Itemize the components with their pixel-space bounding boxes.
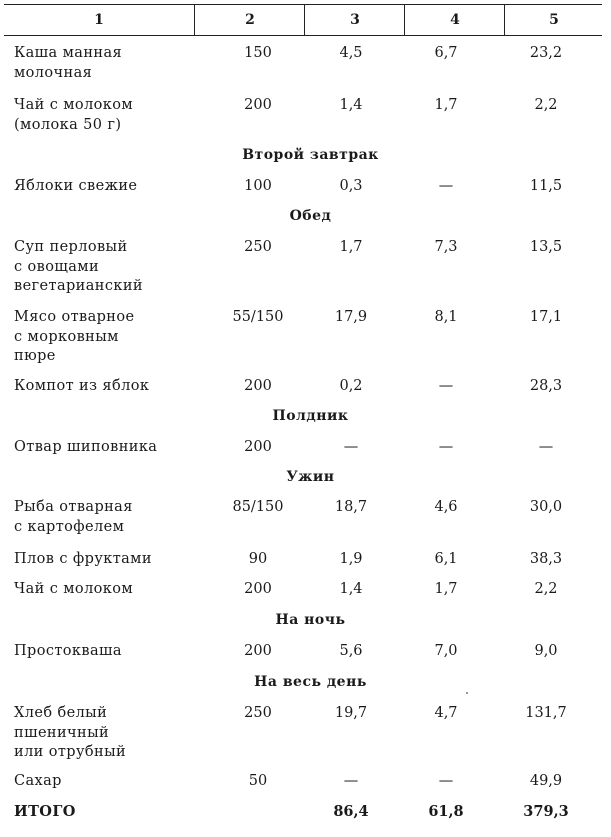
cell-weight: 150 [244,45,272,61]
cell-protein: 0,3 [339,178,363,194]
cell-protein: 4,5 [339,45,363,61]
section-heading: Обед [289,208,332,224]
cell-carbs: 30,0 [529,499,563,515]
cell-fat: 4,7 [434,705,458,721]
cell-weight: 200 [244,643,272,659]
cell-carbs: 38,3 [529,551,563,567]
cell-carbs: 23,2 [529,45,563,61]
dish-name: Яблоки свежие [14,178,138,194]
cell-protein: 5,6 [339,643,363,659]
dish-name: Сахар [14,773,62,789]
header-col-2: 2 [194,5,305,35]
section-heading: Полдник [272,408,349,424]
cell-fat: 4,6 [434,499,458,515]
dish-name: Чай с молоком [14,581,134,597]
total-carbs: 379,3 [523,803,569,820]
cell-protein: 1,7 [339,239,363,255]
section-heading: На весь день [254,674,367,690]
cell-fat: 6,7 [434,45,458,61]
cell-carbs: 2,2 [534,97,558,113]
dish-name: Плов с фруктами [14,551,152,567]
cell-fat: 7,3 [434,239,458,255]
cell-weight: 200 [244,581,272,597]
cell-fat: — [438,439,454,455]
cell-protein: 17,9 [334,309,368,325]
cell-weight: 85/150 [232,499,284,515]
cell-carbs: 11,5 [529,178,563,194]
total-fat: 61,8 [428,803,464,820]
cell-protein: — [343,773,359,789]
cell-weight: 250 [244,705,272,721]
section-heading: На ночь [275,612,346,628]
cell-fat: 8,1 [434,309,458,325]
dish-name: Компот из яблок [14,378,150,394]
cell-fat: 1,7 [434,97,458,113]
cell-carbs: 17,1 [529,309,563,325]
cell-weight: 55/150 [232,309,284,325]
section-heading: Второй завтрак [242,147,379,163]
cell-carbs: 28,3 [529,378,563,394]
total-label: ИТОГО [14,803,76,820]
cell-weight: 50 [248,773,268,789]
cell-protein: 0,2 [339,378,363,394]
dish-name: Суп перловый с овощами вегетарианский [14,239,143,294]
cell-protein: 1,4 [339,581,363,597]
cell-protein: — [343,439,359,455]
dish-name: Рыба отварная с картофелем [14,499,133,535]
cell-protein: 18,7 [334,499,368,515]
cell-fat: 7,0 [434,643,458,659]
cell-fat: — [438,178,454,194]
cell-fat: — [438,378,454,394]
dish-name: Каша манная молочная [14,45,123,81]
dish-name: Простокваша [14,643,122,659]
cell-fat: — [438,773,454,789]
dish-name: Мясо отварное с морковным пюре [14,309,135,364]
cell-weight: 200 [244,439,272,455]
print-speck [466,692,468,694]
cell-weight: 100 [244,178,272,194]
cell-carbs: 131,7 [525,705,567,721]
table-header [4,4,602,36]
header-col-3: 3 [304,5,405,35]
cell-protein: 19,7 [334,705,368,721]
header-col-1: 1 [94,12,104,28]
total-protein: 86,4 [333,803,369,820]
cell-fat: 6,1 [434,551,458,567]
cell-weight: 250 [244,239,272,255]
cell-weight: 200 [244,97,272,113]
cell-fat: 1,7 [434,581,458,597]
cell-weight: 200 [244,378,272,394]
cell-weight: 90 [248,551,268,567]
cell-carbs: 49,9 [529,773,563,789]
dish-name: Хлеб белый пшеничный или отрубный [14,705,127,760]
header-col-5: 5 [504,5,603,35]
section-heading: Ужин [286,469,335,485]
cell-carbs: 13,5 [529,239,563,255]
cell-carbs: 2,2 [534,581,558,597]
cell-carbs: 9,0 [534,643,558,659]
dish-name: Чай с молоком (молока 50 г) [14,97,134,133]
cell-carbs: — [538,439,554,455]
dish-name: Отвар шиповника [14,439,158,455]
cell-protein: 1,4 [339,97,363,113]
header-col-4: 4 [404,5,505,35]
cell-protein: 1,9 [339,551,363,567]
